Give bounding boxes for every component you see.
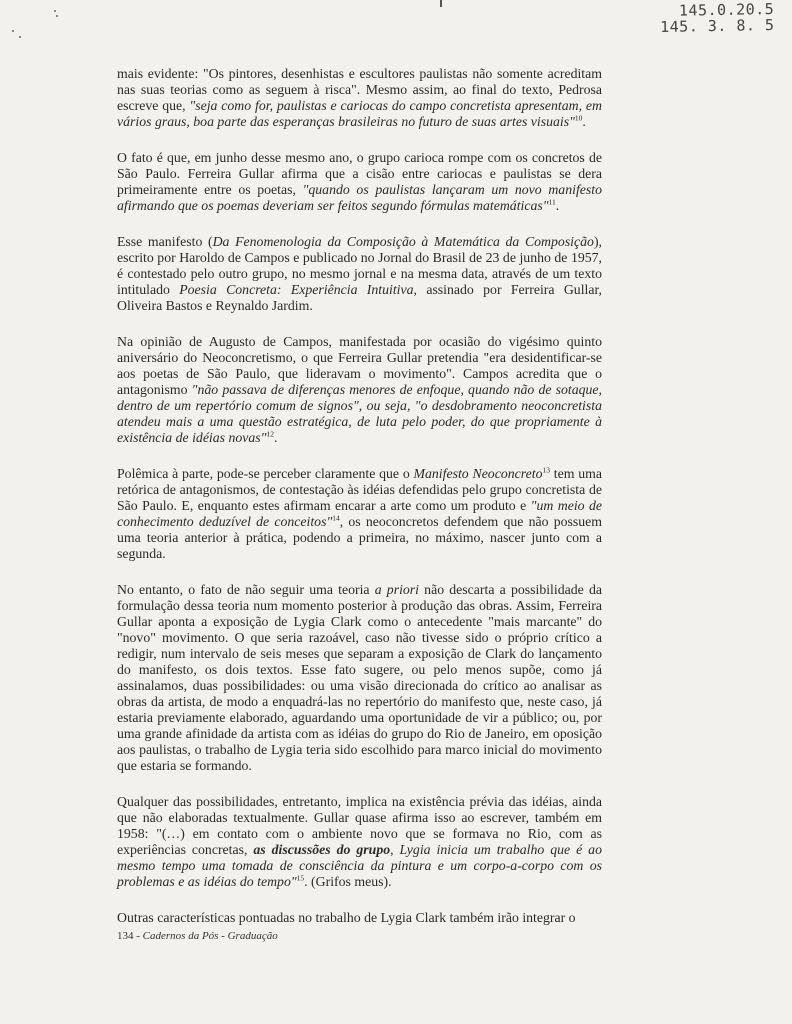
text-run: mais evidente: "Os pintores, desenhistas e escultores paulistas não somente acreditam nas suas teorias como as seguem à risca". Mesmo assim, ao final do texto, Pedrosa escreve que, — [117, 66, 602, 113]
publication-title: Cadernos da Pós - Graduação — [142, 930, 278, 942]
paragraph — [117, 66, 602, 130]
text-run: . — [273, 430, 278, 445]
text-run: tem uma retórica de antagonismos, de contestação às idéias defendidas pelo grupo concretista de São Paulo. E, enquanto estes afirmam encarar a arte como um produto e — [117, 466, 602, 513]
italic-text: Da Fenomenologia da Composição à Matemática da Composição — [212, 234, 594, 249]
text-run: Esse manifesto ( — [117, 234, 213, 249]
scan-mark — [440, 0, 442, 7]
text-run: . — [555, 198, 560, 213]
italic-text: "um meio de conhecimento deduzível de conceitos" — [117, 498, 602, 529]
italic-text: Lygia inicia um trabalho que é ao mesmo tempo uma tomada de consciência da pintura e um corpo-a-corpo com os problemas e as idéias do tempo" — [117, 842, 602, 889]
page-footer — [117, 930, 278, 942]
text-run: No entanto, o fato de não seguir uma teoria — [117, 582, 375, 597]
footnote-ref: 11 — [548, 197, 556, 207]
page-number: 134 - — [117, 930, 143, 942]
text-run: ), escrito por Haroldo de Campos e publicado no Jornal do Brasil de 23 de junho de 1957, é contestado pelo outro grupo, no mesmo jornal e na mesma data, através de um texto intitulado — [117, 234, 602, 297]
italic-text: "seja como for, paulistas e cariocas do campo concretista apresentam, em vários graus, boa parte das esperanças brasileiras no futuro de suas artes visuais" — [117, 98, 602, 129]
paragraph — [117, 234, 602, 314]
italic-text: Poesia Concreta: Experiência Intuitiva — [179, 282, 414, 297]
paragraph — [117, 582, 602, 774]
text-run: Na opinião de Augusto de Campos, manifestada por ocasião do vigésimo quinto aniversário do Neoconcretismo, o que Ferreira Gullar pretendia "era desidentificar-se aos poetas de São Paulo, que lideravam o movimento". Campos acredita que o antagonismo — [117, 334, 602, 397]
archive-code-line-2: 145. 3. 8. 5 — [659, 16, 775, 36]
paragraph — [117, 910, 602, 926]
archive-code — [659, 1, 774, 35]
text-run: O fato é que, em junho desse mesmo ano, o grupo carioca rompe com os concretos de São Paulo. Ferreira Gullar afirma que a cisão entre cariocas e paulistas se dera primeiramente entre os poetas, — [117, 150, 602, 197]
text-run: . (Grifos meus). — [304, 874, 392, 889]
text-run: não descarta a possibilidade da formulação dessa teoria num momento posterior à produção das obras. Assim, Ferreira Gullar aponta a exposição de Lygia Clark como o antecedente "mais marcante" do "novo" movimento. O que seria razoável, caso não tivesse sido o próprio crítico a redigir, num intervalo de seis meses que separam a exposição de Clark do lançamento do manifesto, os dois textos. Esse fato sugere, ou pelo menos supõe, como já assinalamos, duas possibilidades: ou uma visão direcionada do crítico ao analisar as obras da artista, de modo a enquadrá-las no repertório do manifesto que, neste caso, já estaria previamente elaborado, aguardando uma oportunidade de vir a público; ou, por uma grande afinidade da artista com as idéias do grupo do Rio de Janeiro, em oposição aos paulistas, o trabalho de Lygia teria sido escolhido para marco inicial do movimento que estaria se formando. — [117, 582, 602, 773]
footnote-ref: 15 — [296, 873, 305, 883]
paragraph — [117, 794, 602, 890]
italic-text: a priori — [374, 582, 419, 597]
italic-text: Manifesto Neoconcreto — [413, 466, 543, 481]
text-run: , — [390, 842, 400, 857]
paragraph — [117, 334, 602, 446]
body-text — [117, 66, 602, 946]
bold-italic-text: as discussões do grupo — [253, 842, 391, 857]
italic-text: "quando os paulistas lançaram um novo manifesto afirmando que os poemas deveriam ser feitos segundo fórmulas matemáticas" — [117, 182, 602, 213]
footnote-ref: 14 — [332, 513, 340, 523]
text-run: Qualquer das possibilidades, entretanto, implica na existência prévia das idéias, ainda que não elaboradas textualmente. Gullar quase afirma isso ao escrever, também em 1958: "(…) em contato com o ambiente novo que se formava no Rio, com as experiências concretas, — [117, 794, 602, 857]
paragraph — [117, 466, 602, 562]
text-run: Outras características pontuadas no trabalho de Lygia Clark também irão integrar o — [117, 910, 576, 925]
footnote-ref: 13 — [542, 465, 550, 475]
text-run: , os neoconcretos defendem que não possuem uma teoria anterior à prática, podendo a primeira, no máximo, nascer junto com a segunda. — [117, 514, 602, 561]
text-run: , assinado por Ferreira Gullar, Oliveira Bastos e Reynaldo Jardim. — [117, 282, 602, 313]
footnote-ref: 10 — [574, 113, 583, 123]
paragraph — [117, 150, 602, 214]
archive-code-line-1: 145.0.20.5 — [678, 0, 775, 20]
italic-text: "não passava de diferenças menores de enfoque, quando não de sotaque, dentro de um repertório comum de signos", ou seja, "o desdobramento neoconcretista atendeu mais a uma questão estratégica, de luta pelo poder, do que propriamente à existência de idéias novas" — [117, 382, 602, 445]
footnote-ref: 12 — [266, 429, 274, 439]
text-run: Polêmica à parte, pode-se perceber claramente que o — [117, 466, 414, 481]
text-run: . — [582, 114, 586, 129]
